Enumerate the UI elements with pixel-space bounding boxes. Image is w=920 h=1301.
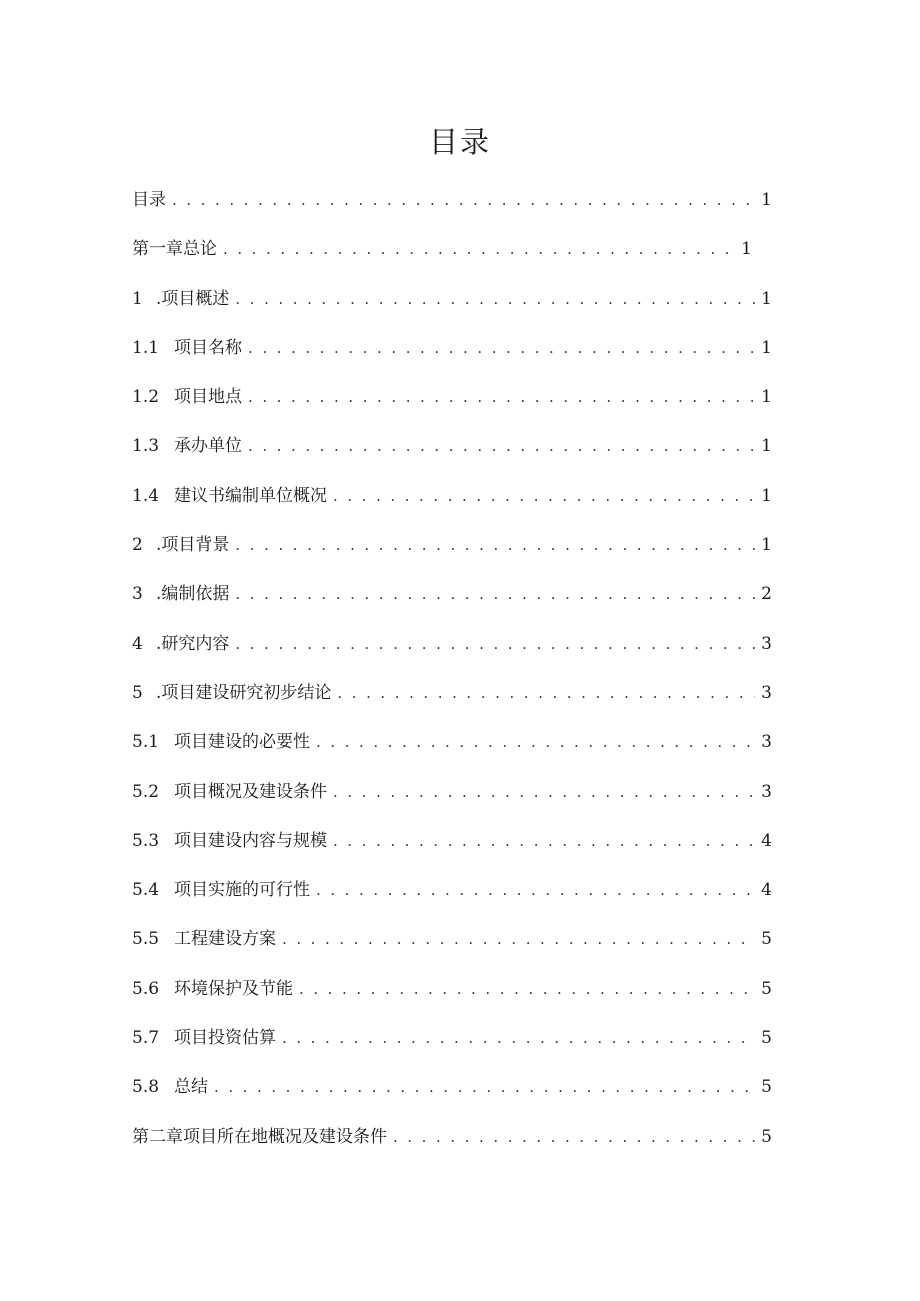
toc-entry-text: 工程建设方案: [174, 929, 276, 950]
dot-leader: [235, 281, 755, 317]
dot-leader: [172, 182, 755, 218]
dot-leader: [248, 330, 755, 366]
toc-entry-text: 项目实施的可行性: [174, 880, 310, 901]
dot-leader: [282, 1020, 755, 1056]
toc-entry-page: 3: [761, 732, 772, 753]
toc-entry-page: 1: [761, 436, 772, 457]
toc-entry-page: 3: [761, 633, 772, 654]
toc-entry-text: .编制依据: [156, 584, 230, 605]
toc-entry-text: 总结: [174, 1077, 208, 1098]
toc-entry[interactable]: [132, 971, 772, 1020]
toc-entry[interactable]: [132, 823, 772, 872]
toc-entry-text: 项目投资估算: [174, 1028, 276, 1049]
toc-entry-number: 5.3: [132, 830, 160, 851]
toc-entry-number: 4: [132, 633, 143, 654]
toc-entry[interactable]: [132, 921, 772, 970]
toc-entry-text: 第一章总论: [132, 239, 217, 260]
toc-entry-text: 项目名称: [174, 337, 242, 358]
toc-entry[interactable]: [132, 478, 772, 527]
toc-entry[interactable]: [132, 774, 772, 823]
toc-entry[interactable]: [132, 626, 772, 675]
toc-entry-text: .研究内容: [156, 633, 230, 654]
toc-entry-number: 5: [132, 682, 143, 703]
toc-entry-page: 5: [761, 929, 772, 950]
dot-leader: [248, 428, 755, 464]
dot-leader: [337, 675, 755, 711]
dot-leader: [223, 231, 735, 267]
dot-leader: [235, 626, 755, 662]
toc-entry-page: 5: [761, 1028, 772, 1049]
toc-entry[interactable]: [132, 1069, 772, 1118]
dot-leader: [299, 971, 755, 1007]
toc-entry-page: 5: [761, 1077, 772, 1098]
toc-entry-page: 4: [761, 830, 772, 851]
toc-entry-text: 环境保护及节能: [174, 978, 293, 999]
toc-entry-number: 5.6: [132, 978, 160, 999]
dot-leader: [316, 724, 755, 760]
toc-entry-page: 3: [761, 781, 772, 802]
dot-leader: [248, 379, 755, 415]
toc-entry-text: .项目建设研究初步结论: [156, 682, 332, 703]
toc-entry-page: 1: [741, 239, 752, 260]
toc-entry-text: 承办单位: [174, 436, 242, 457]
toc-entry[interactable]: [132, 872, 772, 921]
toc-entry-text: .项目背景: [156, 535, 230, 556]
toc-entry-text: 项目建设内容与规模: [174, 830, 327, 851]
toc-entry[interactable]: [132, 724, 772, 773]
dot-leader: [235, 576, 755, 612]
dot-leader: [282, 921, 755, 957]
toc-entry-page: 1: [761, 485, 772, 506]
toc-entry-page: 5: [761, 978, 772, 999]
toc-entry[interactable]: [132, 231, 752, 280]
toc-entry-number: 5.1: [132, 732, 160, 753]
dot-leader: [214, 1069, 755, 1105]
toc-entry-number: 1.3: [132, 436, 160, 457]
toc-entry-page: 1: [761, 190, 772, 210]
toc-entry-number: 3: [132, 584, 143, 605]
toc-entry-number: 1.1: [132, 337, 160, 358]
toc-entry-page: 5: [761, 1126, 772, 1147]
toc-entry-text: 第二章项目所在地概况及建设条件: [132, 1126, 387, 1147]
toc-entry[interactable]: [132, 330, 772, 379]
toc-entry[interactable]: [132, 675, 772, 724]
toc-entry-page: 2: [761, 584, 772, 605]
toc-entry[interactable]: [132, 1020, 772, 1069]
dot-leader: [333, 774, 755, 810]
toc-entry-number: 5.7: [132, 1028, 160, 1049]
toc-entry[interactable]: [132, 281, 772, 330]
toc-entry-page: 1: [761, 535, 772, 556]
toc-entry-number: 5.8: [132, 1077, 160, 1098]
toc-entry[interactable]: [132, 379, 772, 428]
toc-list: [132, 182, 772, 1168]
toc-entry-number: 1: [132, 288, 143, 309]
dot-leader: [235, 527, 755, 563]
toc-heading: 目录: [428, 125, 491, 159]
toc-entry-number: 1.4: [132, 485, 160, 506]
toc-entry[interactable]: [132, 1119, 772, 1168]
toc-entry-text: 项目建设的必要性: [174, 732, 310, 753]
toc-entry-number: 5.5: [132, 929, 160, 950]
dot-leader: [393, 1119, 755, 1155]
toc-entry-number: 5.2: [132, 781, 160, 802]
toc-entry-text: .项目概述: [156, 288, 230, 309]
dot-leader: [333, 478, 755, 514]
toc-entry-text: 目录: [132, 190, 166, 210]
toc-entry-page: 1: [761, 288, 772, 309]
toc-entry[interactable]: [132, 527, 772, 576]
toc-entry-page: 1: [761, 337, 772, 358]
toc-entry[interactable]: [132, 576, 772, 625]
toc-entry-text: 项目概况及建设条件: [174, 781, 327, 802]
toc-entry-page: 4: [761, 880, 772, 901]
toc-entry-page: 1: [761, 387, 772, 408]
toc-entry[interactable]: [132, 428, 772, 477]
toc-entry-number: 2: [132, 535, 143, 556]
toc-entry-number: 1.2: [132, 387, 160, 408]
toc-entry-page: 3: [761, 682, 772, 703]
dot-leader: [316, 872, 755, 908]
toc-entry-text: 项目地点: [174, 387, 242, 408]
dot-leader: [333, 823, 755, 859]
toc-entry[interactable]: [132, 182, 772, 231]
toc-entry-text: 建议书编制单位概况: [174, 485, 327, 506]
toc-entry-number: 5.4: [132, 880, 160, 901]
